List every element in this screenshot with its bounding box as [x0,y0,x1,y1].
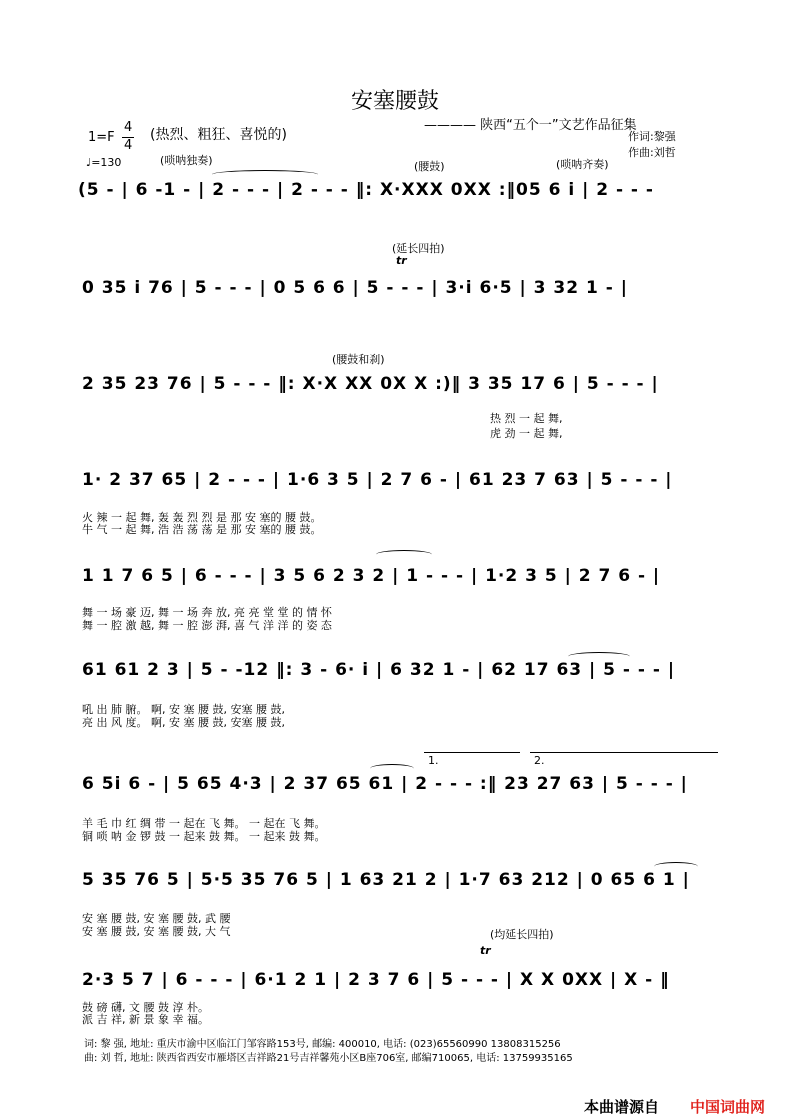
lyric-row-5-verse-1: 舞 一 场 豪 迈, 舞 一 场 奔 放, 亮 亮 堂 堂 的 情 怀 [82,606,332,619]
lyric-row-8-verse-2: 安 塞 腰 鼓, 安 塞 腰 鼓, 大 气 [82,925,231,938]
annotation-drum-chant: (腰鼓和刹) [332,353,385,366]
annotation-suona-solo: (唢呐独奏) [160,154,213,167]
score-row-1: (5 - | 6 -1 - | 2 - - - | 2 - - - ‖: X·XXX 0XX :‖05 6 i | 2 - - - [78,180,654,200]
score-row-7: 6 5i 6 - | 5 65 4·3 | 2 37 65 61 | 2 - - - :‖ 23 27 63 | 5 - - - | [82,774,688,794]
key-signature: 1=F [88,130,115,145]
score-row-9: 2·3 5 7 | 6 - - - | 6·1 2 1 | 2 3 7 6 | 5 - - - | X X 0XX | X - ‖ [82,970,670,990]
score-row-6: 61 61 2 3 | 5 - -12 ‖: 3 - 6· i | 6 32 1 - | 62 17 63 | 5 - - - | [82,660,676,680]
lyric-row-9-verse-1: 鼓 磅 礴, 文 腰 鼓 淳 朴。 [82,1001,209,1014]
annotation-extend-all: (均延长四拍) [490,928,554,941]
annotation-suona-tutti: (唢呐齐奏) [556,158,609,171]
source-label: 本曲谱源自 [584,1098,660,1116]
lyric-row-7-verse-2: 铜 唢 呐 金 锣 鼓 一 起来 鼓 舞。 一 起来 鼓 舞。 [82,830,326,843]
score-row-5: 1 1 7 6 5 | 6 - - - | 3 5 6 2 3 2 | 1 - - - | 1·2 3 5 | 2 7 6 - | [82,566,661,586]
lyric-row-4-verse-1: 火 辣 一 起 舞, 轰 轰 烈 烈 是 那 安 塞的 腰 鼓。 [82,511,322,524]
volta-second: 2. [534,754,545,767]
footer-composer-info: 曲: 刘 哲, 地址: 陕西省西安市雁塔区吉祥路21号吉祥馨苑小区B座706室, 邮编710065, 电话: 13759935165 [84,1053,573,1064]
volta-first: 1. [428,754,439,767]
expression-mark: (热烈、粗狂、喜悦的) [150,127,287,143]
composer-credit: 作曲:刘哲 [628,146,676,159]
source-site-link[interactable]: 中国词曲网 [690,1098,766,1116]
time-signature-top: 4 [124,120,133,135]
volta-first-bracket [424,752,520,753]
lyric-row-4-verse-2: 牛 气 一 起 舞, 浩 浩 荡 荡 是 那 安 塞的 腰 鼓。 [82,523,322,536]
slur [370,764,414,773]
lyric-row-5-verse-2: 舞 一 腔 激 越, 舞 一 腔 澎 湃, 喜 气 洋 洋 的 姿 态 [82,619,332,632]
score-row-8: 5 35 76 5 | 5·5 35 76 5 | 1 63 21 2 | 1·7 63 212 | 0 65 6 1 | [82,870,690,890]
lyric-row-6-verse-2: 亮 出 风 度。 啊, 安 塞 腰 鼓, 安塞 腰 鼓, [82,716,285,729]
tempo-mark: ♩=130 [86,156,122,169]
score-row-3: 2 35 23 76 | 5 - - - ‖: X·X XX 0X X :)‖ 3 35 17 6 | 5 - - - | [82,374,659,394]
lyric-row-8-verse-1: 安 塞 腰 鼓, 安 塞 腰 鼓, 武 腰 [82,912,231,925]
lyric-row-7-verse-1: 羊 毛 巾 红 绸 带 一 起在 飞 舞。 一 起在 飞 舞。 [82,817,326,830]
lyric-row-6-verse-1: 吼 出 肺 腑。 啊, 安 塞 腰 鼓, 安塞 腰 鼓, [82,703,285,716]
slur [212,170,318,179]
score-row-2: 0 35 i 76 | 5 - - - | 0 5 6 6 | 5 - - - | 3·i 6·5 | 3 32 1 - | [82,278,628,298]
annotation-drum: (腰鼓) [414,160,445,173]
volta-second-bracket [530,752,718,753]
lyricist-credit: 作词:黎强 [628,130,676,143]
lyric-row-3-verse-2: 虎 劲 一 起 舞, [490,427,563,440]
time-signature-bottom: 4 [124,138,133,153]
lyric-row-3-verse-1: 热 烈 一 起 舞, [490,412,563,425]
song-title: 安塞腰鼓 [350,89,439,114]
trill-mark-2: tr [480,944,491,957]
trill-mark: tr [396,254,407,267]
score-row-4: 1· 2 37 65 | 2 - - - | 1·6 3 5 | 2 7 6 - | 61 23 7 63 | 5 - - - | [82,470,673,490]
lyric-row-9-verse-2: 派 吉 祥, 新 景 象 幸 福。 [82,1013,209,1026]
slur [376,550,432,559]
footer-lyricist-info: 词: 黎 强, 地址: 重庆市渝中区临江门邹容路153号, 邮编: 400010, 电话: (023)65560990 13808315256 [84,1039,561,1050]
subtitle: ———— 陕西“五个一”文艺作品征集 [424,118,637,133]
annotation-extend-four: (延长四拍) [392,242,445,255]
